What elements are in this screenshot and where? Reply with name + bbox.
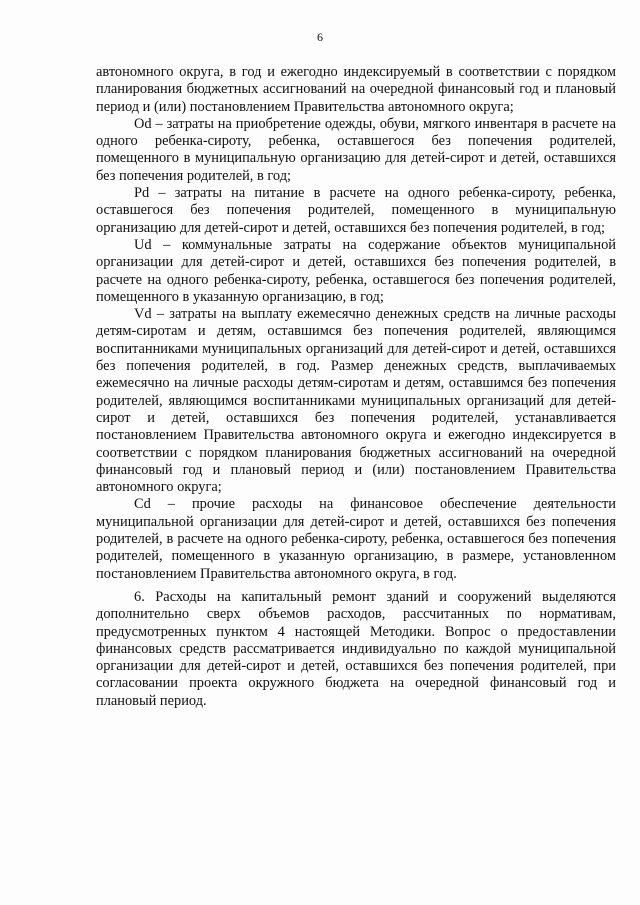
paragraph-vd: Vd – затраты на выплату ежемесячно денежных средств на личные расходы детям-сиротам и детям, оставшимся без попечения родителей, являющимся воспитанниками муниципальных организаций для детей-сирот и детей, оставшихся без попечения родителей, в год. Размер денежных средств, выплачиваемых ежемесячно на личные расходы детям-сиротам и детям, оставшимся без попечения родителей, являющимся воспитанниками муниципальных организаций для детей-сирот и детей, оставшихся без попечения родителей, устанавливается постановлением Правительства автономного округа и ежегодно индексируется в соответствии с порядком планирования бюджетных ассигнований на очередной финансовый год и плановый период и (или) постановлением Правительства автономного округа;	[96, 306, 616, 496]
paragraph-ud: Ud – коммунальные затраты на содержание объектов муниципальной организации для детей-сирот и детей, оставшихся без попечения родителей, в расчете на одного ребенка-сироту, ребенка, оставшегося без попечения родителей, помещенного в указанную организацию, в год;	[96, 236, 616, 305]
document-body	[96, 64, 616, 710]
page-number: 6	[317, 30, 323, 44]
paragraph-pd: Pd – затраты на питание в расчете на одного ребенка-сироту, ребенка, оставшегося без попечения родителей, помещенного в муниципальную организацию для детей-сирот и детей, оставшихся без попечения родителей, в год;	[96, 185, 616, 236]
paragraph-od: Od – затраты на приобретение одежды, обуви, мягкого инвентаря в расчете на одного ребенка-сироту, ребенка, оставшегося без попечения родителей, помещенного в муниципальную организацию для детей-сирот и детей, оставшихся без попечения родителей, в год;	[96, 115, 616, 184]
paragraph-section-6: 6. Расходы на капитальный ремонт зданий и сооружений выделяются дополнительно сверх объемов расходов, рассчитанных по нормативам, предусмотренных пунктом 4 настоящей Методики. Вопрос о предоставлении финансовых средств рассматривается индивидуально по каждой муниципальной организации для детей-сирот и детей, оставшихся без попечения родителей, при согласовании проекта окружного бюджета на очередной финансовый год и плановый период.	[96, 588, 616, 709]
paragraph-continuation: автономного округа, в год и ежегодно индексируемый в соответствии с порядком планирования бюджетных ассигнований на очередной финансовый год и плановый период и (или) постановлением Правительства автономного округа;	[96, 64, 616, 115]
paragraph-cd: Cd – прочие расходы на финансовое обеспечение деятельности муниципальной организации для детей-сирот и детей, оставшихся без попечения родителей, в расчете на одного ребенка-сироту, ребенка, оставшегося без попечения родителей, помещенного в указанную организацию, в размере, установленном постановлением Правительства автономного округа, в год.	[96, 496, 616, 582]
